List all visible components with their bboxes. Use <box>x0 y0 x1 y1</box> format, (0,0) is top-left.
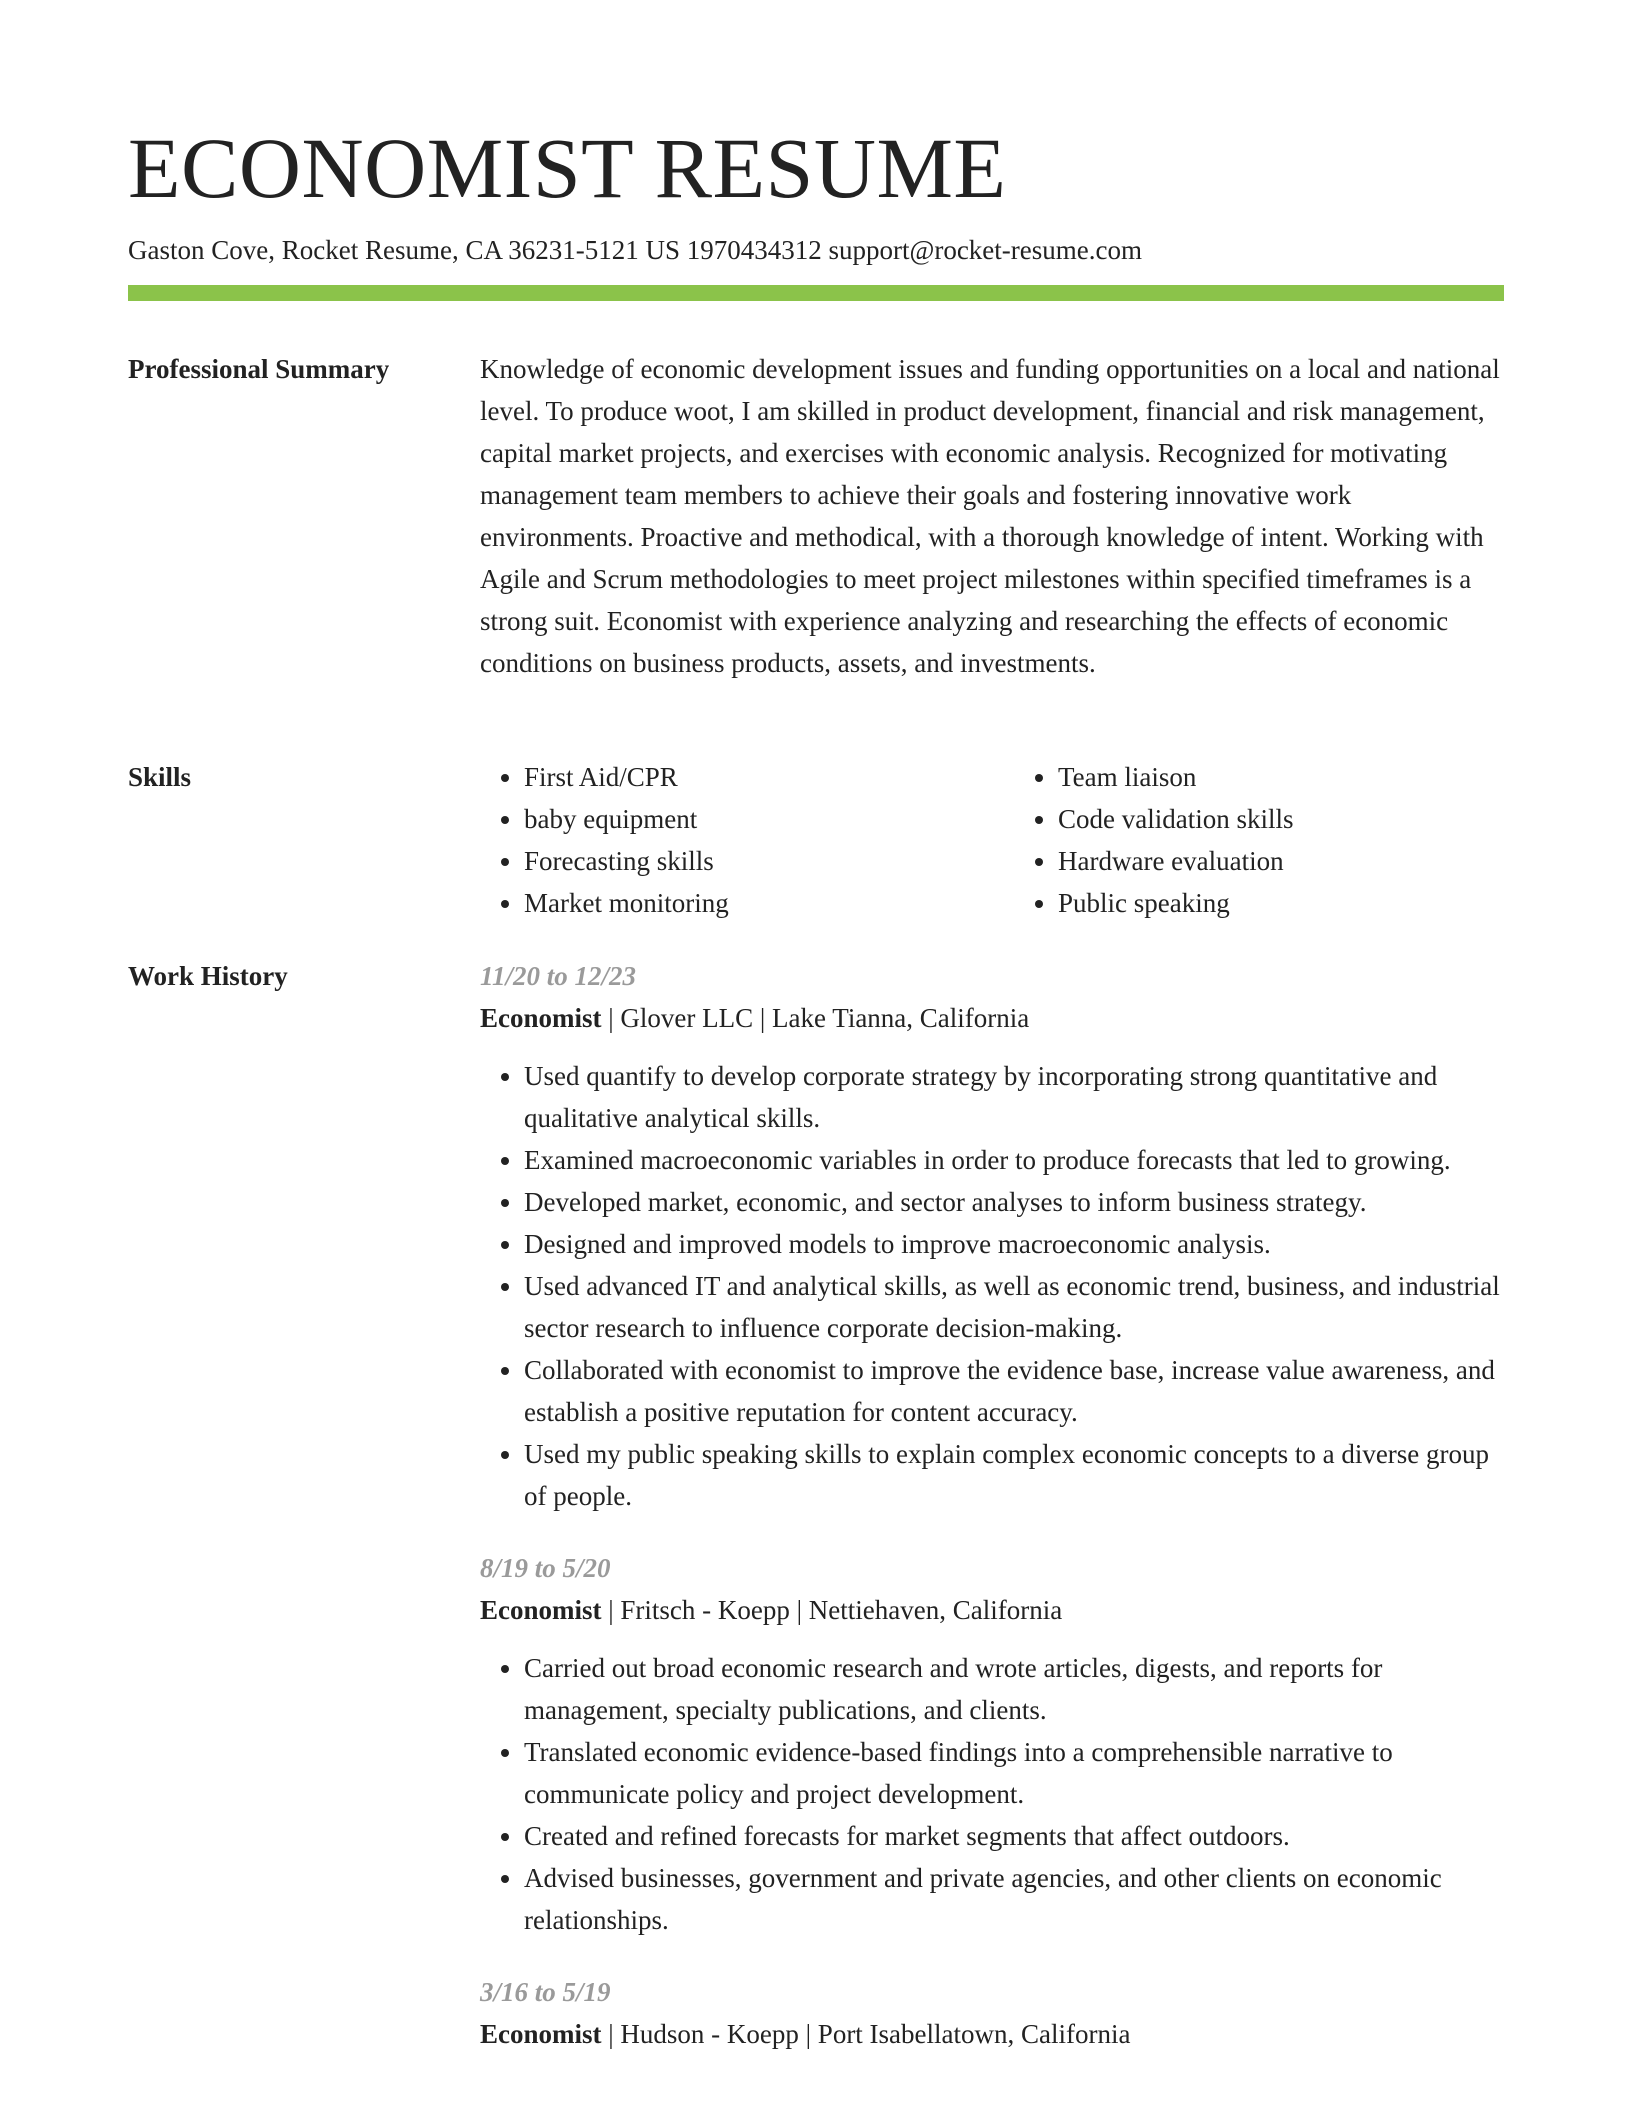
skill-item: • Team liaison <box>1058 756 1504 798</box>
job-role: Economist <box>480 1595 602 1625</box>
job-entry <box>480 1971 1504 2055</box>
job-bullet: • Used advanced IT and analytical skills, as well as economic trend, business, and industrial sector research to influence corporate decision-making. <box>524 1265 1504 1349</box>
job-company: Hudson - Koepp <box>620 2019 799 2049</box>
job-bullets <box>480 1055 1504 1517</box>
job-separator: | <box>601 1003 621 1033</box>
job-bullet: • Examined macroeconomic variables in order to produce forecasts that led to growing. <box>524 1139 1504 1181</box>
job-dates: 3/16 to 5/19 <box>480 1977 611 2007</box>
job-dates: 11/20 to 12/23 <box>480 961 637 991</box>
skill-item: • Forecasting skills <box>524 840 970 882</box>
accent-divider <box>128 285 1504 301</box>
job-dates: 8/19 to 5/20 <box>480 1553 611 1583</box>
job-company: Fritsch - Koepp <box>620 1595 790 1625</box>
job-entry <box>480 1547 1504 1941</box>
skills-heading: Skills <box>128 762 192 792</box>
skill-item: • Hardware evaluation <box>1058 840 1504 882</box>
summary-text: Knowledge of economic development issues and funding opportunities on a local and national level. To produce woot, I am skilled in product development, financial and risk management, capital market projects, and exercises with economic analysis. Recognized for motivating management team members to achieve their goals and fostering innovative work environments. Proactive and methodical, with a thorough knowledge of intent. Working with Agile and Scrum methodologies to meet project milestones within specified timeframes is a strong suit. Economist with experience analyzing and researching the effects of economic conditions on business products, assets, and investments. <box>480 354 1500 678</box>
job-header <box>480 997 1504 1039</box>
skills-list-left <box>480 756 970 924</box>
summary-body <box>480 348 1504 684</box>
job-bullet: • Used quantify to develop corporate strategy by incorporating strong quantitative and qualitative analytical skills. <box>524 1055 1504 1139</box>
job-bullet: • Designed and improved models to improve macroeconomic analysis. <box>524 1223 1504 1265</box>
job-header <box>480 2013 1504 2055</box>
contact-line: Gaston Cove, Rocket Resume, CA 36231-5121 US 1970434312 support@rocket-resume.com <box>128 235 1142 265</box>
job-bullet: • Advised businesses, government and private agencies, and other clients on economic relationships. <box>524 1857 1504 1941</box>
job-company: Glover LLC <box>620 1003 754 1033</box>
job-separator: | <box>601 2019 621 2049</box>
skills-list-right <box>1014 756 1504 924</box>
skill-item: • Public speaking <box>1058 882 1504 924</box>
skill-item: • Market monitoring <box>524 882 970 924</box>
job-role: Economist <box>480 1003 602 1033</box>
job-separator: | <box>789 1595 809 1625</box>
job-location: Port Isabellatown, California <box>817 2019 1131 2049</box>
job-separator: | <box>601 1595 621 1625</box>
work-history-body <box>480 955 1504 2085</box>
job-bullet: • Created and refined forecasts for market segments that affect outdoors. <box>524 1815 1504 1857</box>
job-separator: | <box>798 2019 818 2049</box>
job-bullet: • Collaborated with economist to improve the evidence base, increase value awareness, and establish a positive reputation for content accuracy. <box>524 1349 1504 1433</box>
job-location: Nettiehaven, California <box>808 1595 1063 1625</box>
job-bullet: • Carried out broad economic research and wrote articles, digests, and reports for management, specialty publications, and clients. <box>524 1647 1504 1731</box>
job-bullet: • Used my public speaking skills to explain complex economic concepts to a diverse group of people. <box>524 1433 1504 1517</box>
skills-columns <box>480 756 1504 924</box>
job-bullet: • Developed market, economic, and sector analyses to inform business strategy. <box>524 1181 1504 1223</box>
job-bullets <box>480 1647 1504 1941</box>
resume-title: ECONOMIST RESUME <box>128 120 1007 216</box>
skill-item: • baby equipment <box>524 798 970 840</box>
job-role: Economist <box>480 2019 602 2049</box>
job-location: Lake Tianna, California <box>772 1003 1030 1033</box>
job-bullet: • Translated economic evidence-based findings into a comprehensible narrative to communicate policy and project development. <box>524 1731 1504 1815</box>
job-header <box>480 1589 1504 1631</box>
work-history-heading: Work History <box>128 961 288 991</box>
skill-item: • Code validation skills <box>1058 798 1504 840</box>
job-separator: | <box>753 1003 773 1033</box>
skill-item: • First Aid/CPR <box>524 756 970 798</box>
job-entry <box>480 955 1504 1517</box>
summary-heading: Professional Summary <box>128 354 390 384</box>
